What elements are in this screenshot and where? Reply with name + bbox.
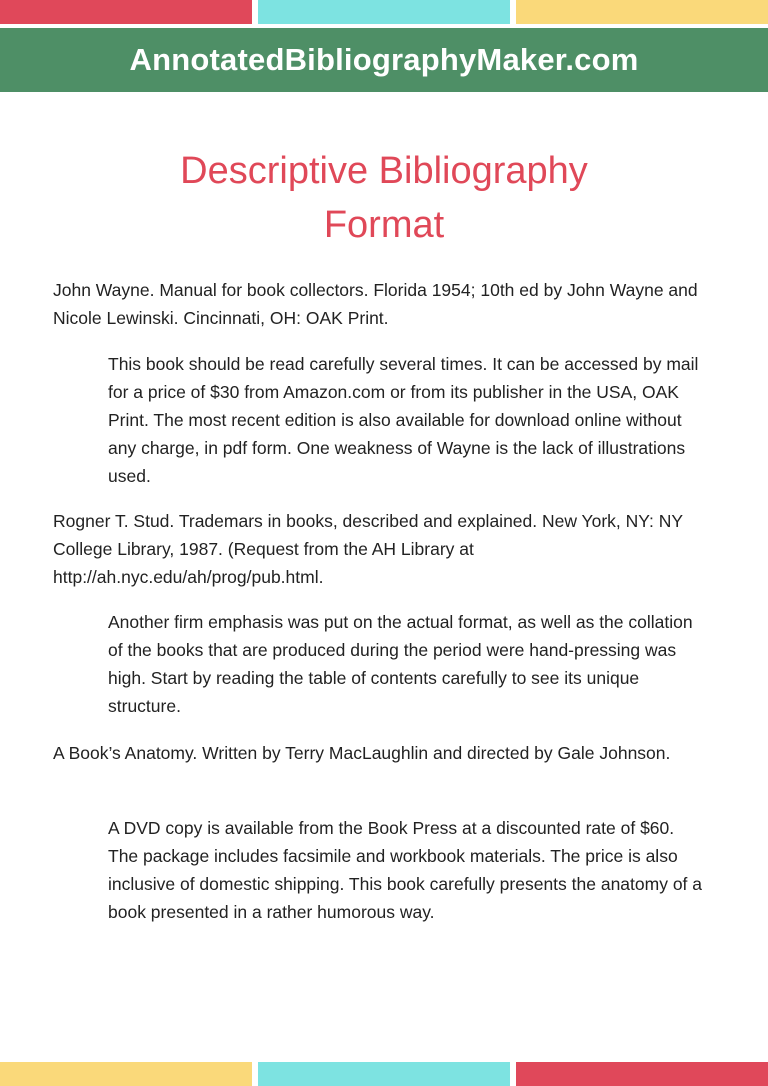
entry-annotation: This book should be read carefully several times. It can be accessed by mail for a price of $30 from Amazon.com or from its publisher in the USA, OAK Print. The most recent edition is also available for download online without any charge, in pdf form. One weakness of Wayne is the lack of illustrations used.: [108, 354, 699, 486]
entry-citation: Rogner T. Stud. Trademars in books, described and explained. New York, NY: NY College Library, 1987. (Request from the AH Library at http://ah.nyc.edu/ah/prog/pub.html.: [53, 511, 683, 587]
stripe-segment-red: [0, 0, 252, 24]
bottom-color-stripe: [0, 1062, 768, 1086]
title-line-1: Descriptive Bibliography: [180, 150, 588, 192]
site-name: AnnotatedBibliographyMaker.com: [129, 42, 639, 77]
stripe-segment-yellow: [516, 0, 768, 24]
top-color-stripe: [0, 0, 768, 24]
entry-citation: John Wayne. Manual for book collectors. Florida 1954; 10th ed by John Wayne and Nicole Lewinski. Cincinnati, OH: OAK Print.: [53, 280, 698, 328]
stripe-segment-yellow: [0, 1062, 252, 1086]
stripe-segment-red: [516, 1062, 768, 1086]
stripe-segment-teal: [258, 1062, 510, 1086]
document-title: [84, 144, 684, 252]
site-header-band: [0, 28, 768, 92]
title-line-2: Format: [323, 204, 445, 246]
entry-annotation: A DVD copy is available from the Book Press at a discounted rate of $60. The package includes facsimile and workbook materials. The price is also inclusive of domestic shipping. This book carefully presents the anatomy of a book presented in a rather humorous way.: [108, 818, 703, 922]
stripe-segment-teal: [258, 0, 510, 24]
entry-annotation: Another firm emphasis was put on the actual format, as well as the collation of the books that are produced during the period were hand-pressing was high. Start by reading the table of contents carefully to see its unique structure.: [108, 612, 693, 716]
entry-citation: A Book’s Anatomy. Written by Terry MacLaughlin and directed by Gale Johnson.: [53, 743, 671, 763]
